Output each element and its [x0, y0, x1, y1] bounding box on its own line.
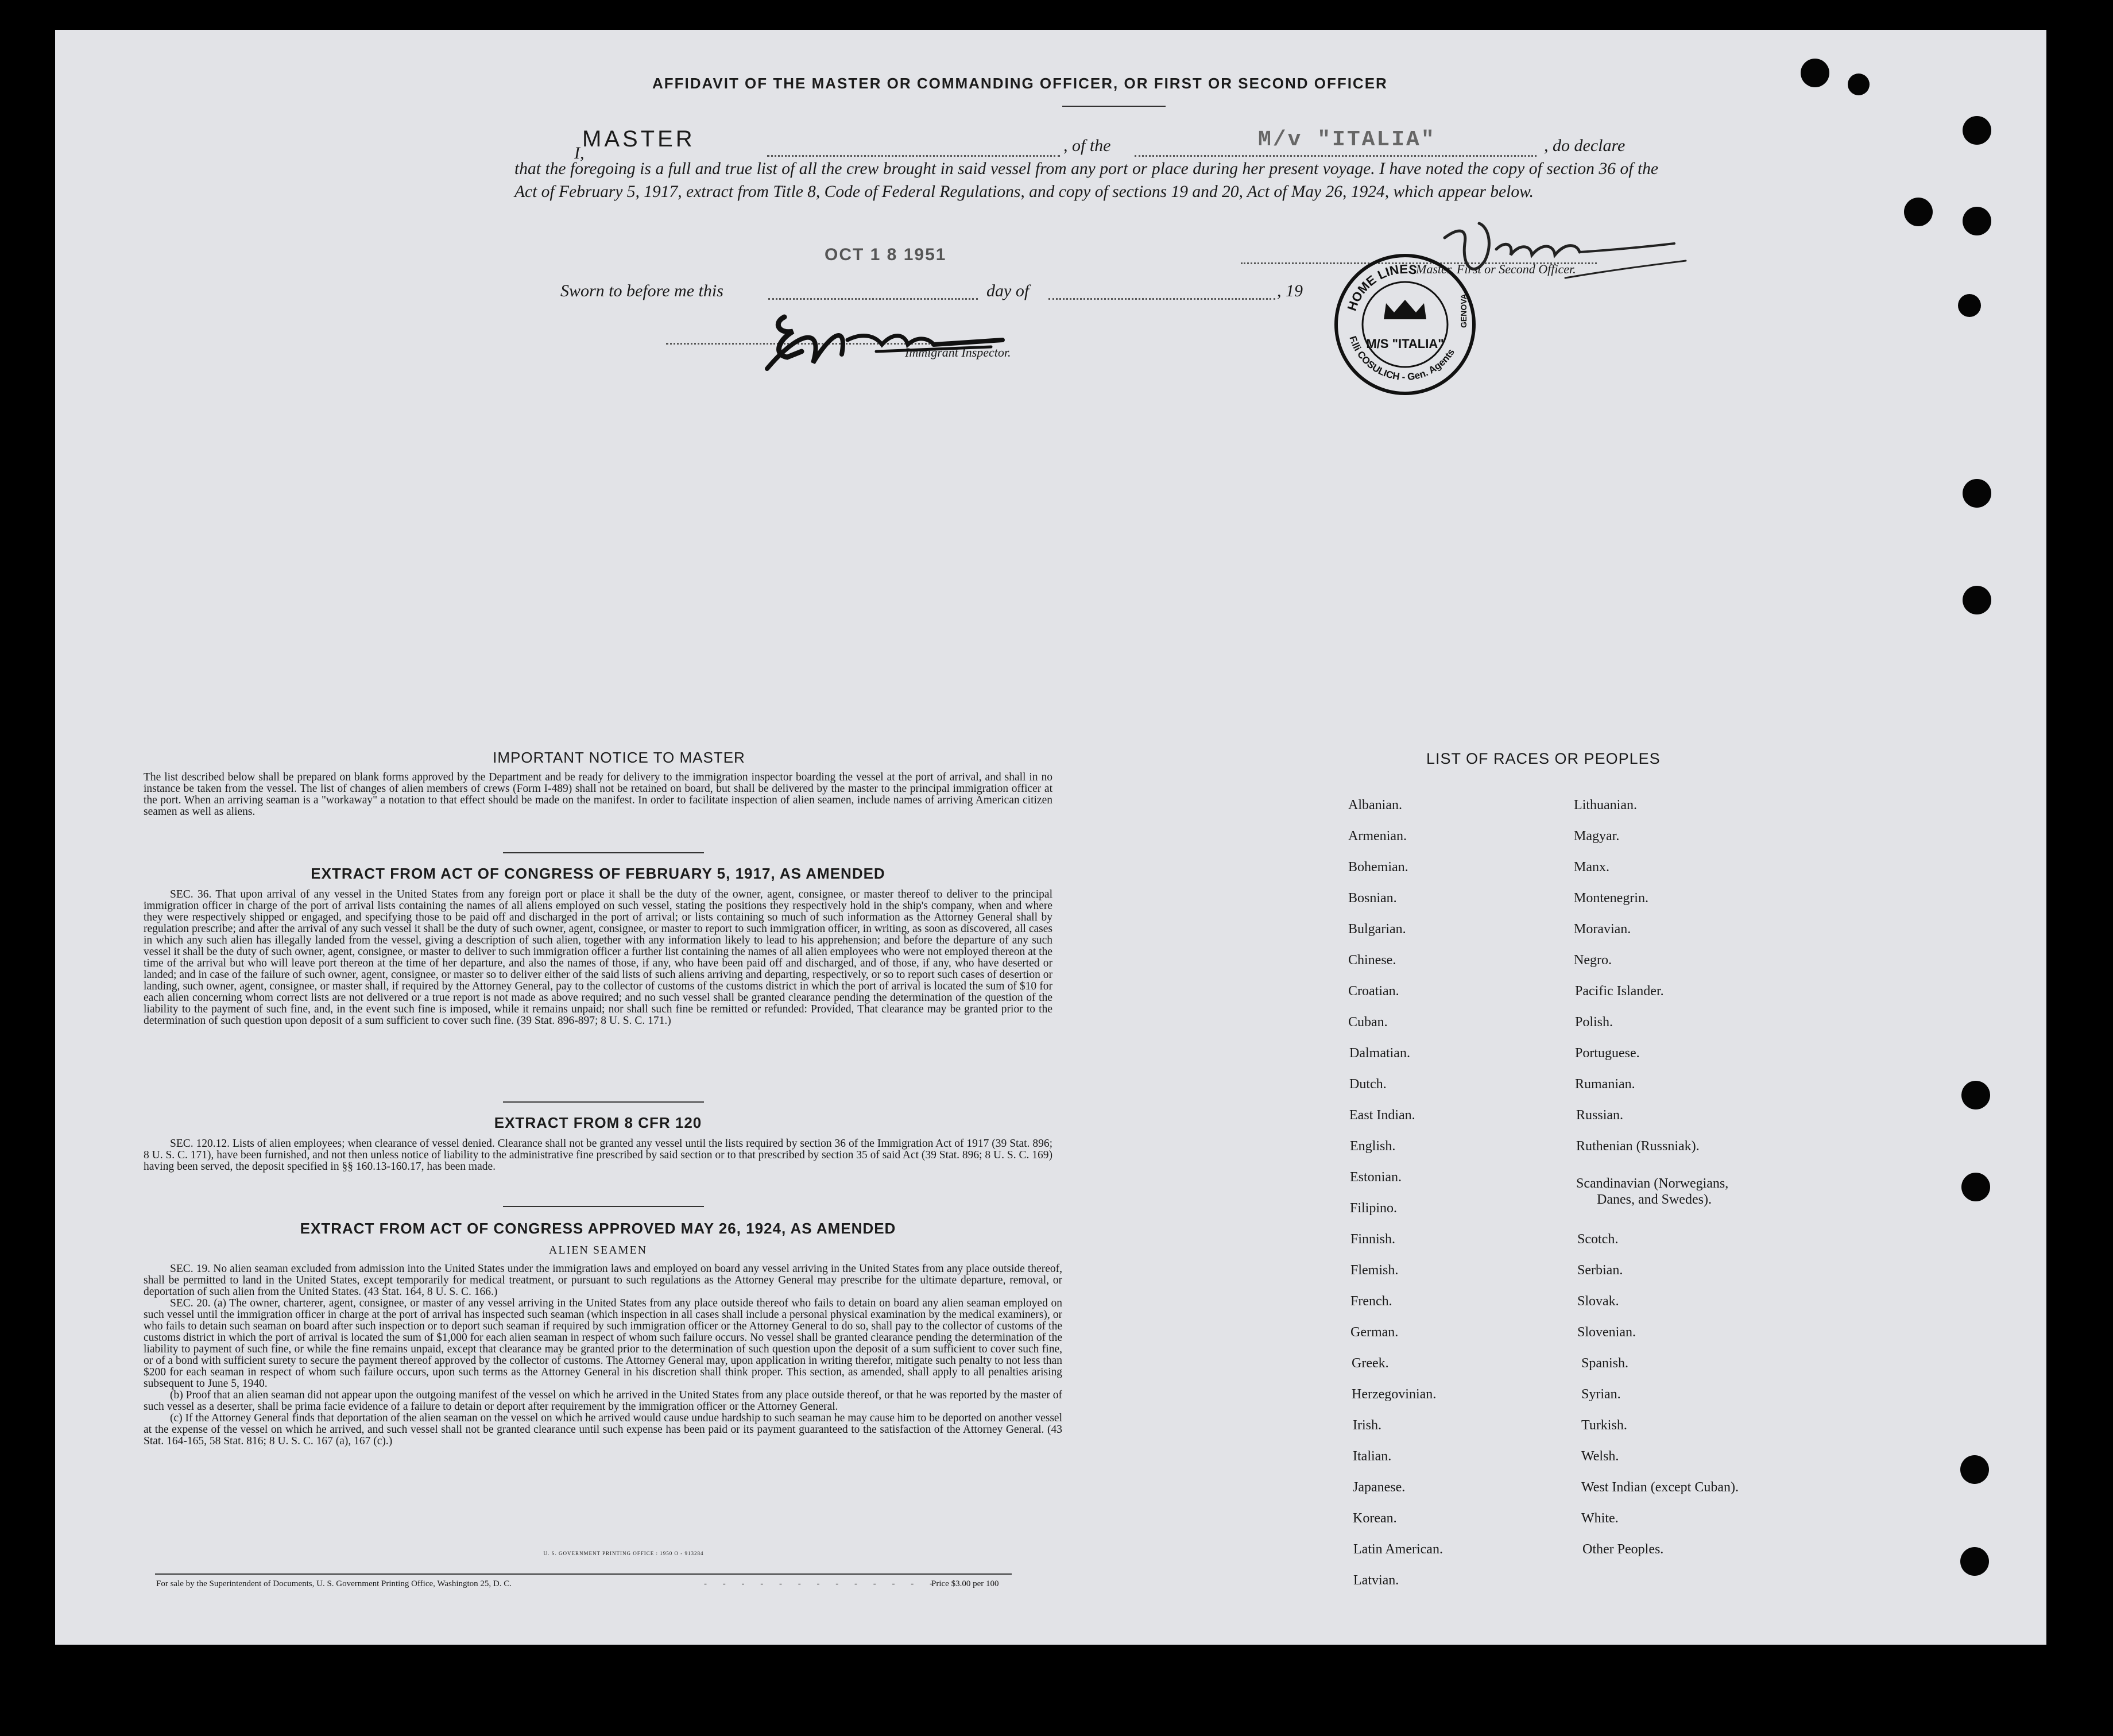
race-item: Lithuanian. — [1574, 798, 1637, 813]
seal-side-text: GENOVA — [1459, 293, 1468, 328]
extract-cfr-body: SEC. 120.12. Lists of alien employees; when clearance of vessel denied. Clearance shall not be granted any vessel until the lists required by section 36 of the Immigration Act of 1917 (39 Stat. 896; 8 U. S. C. 171), have been furnished, and not then unless notice of liability to the administrative fine prescribed by said section or to that prescribed by section 35 of said Act (39 Stat. 896; 8 U. S. C. 169) having been served, the deposit specified in §§ 160.13-160.17, has been made. — [144, 1138, 1052, 1173]
seal-top-text: HOME LINES — [1344, 261, 1418, 313]
race-item: Danes, and Swedes). — [1597, 1192, 1712, 1207]
race-item: Slovenian. — [1577, 1325, 1636, 1340]
day-of-label: day of — [986, 281, 1030, 300]
rank-line — [767, 155, 1060, 157]
race-item: Pacific Islander. — [1575, 984, 1664, 999]
race-item: Serbian. — [1577, 1263, 1623, 1278]
punch-hole — [1958, 294, 1981, 317]
punch-hole — [1961, 1173, 1990, 1201]
notice-rule — [503, 852, 704, 853]
extract-1924-body — [144, 1263, 1062, 1447]
footer-price: Price $3.00 per 100 — [931, 1579, 999, 1588]
race-item: Dalmatian. — [1349, 1046, 1410, 1061]
vessel-name: M/v "ITALIA" — [1258, 127, 1436, 152]
footer-sale-text: For sale by the Superintendent of Documents, U. S. Government Printing Office, Washington 25, D. C. — [156, 1579, 512, 1588]
race-item: Latvian. — [1353, 1573, 1399, 1588]
punch-hole — [1963, 116, 1991, 145]
race-item: Chinese. — [1348, 953, 1396, 968]
race-item: Magyar. — [1574, 829, 1620, 844]
race-item: Estonian. — [1350, 1170, 1402, 1185]
race-item: English. — [1350, 1139, 1396, 1154]
company-seal — [1331, 250, 1479, 399]
punch-hole — [1963, 586, 1991, 614]
extract-cfr-rule — [503, 1206, 704, 1207]
race-item: Scotch. — [1577, 1232, 1619, 1247]
sworn-label: Sworn to before me this — [560, 281, 723, 300]
race-item: East Indian. — [1349, 1108, 1415, 1123]
section-20a: SEC. 20. (a) The owner, charterer, agent, consignee, or master of any vessel arriving in the United States from any place outside thereof who fails to detain on board any alien seaman employed on such vessel until the immigration officer in charge at the port of arrival has inspected such seaman (which inspection in all cases shall include a personal physical examination by the medical examiners), or who fails to detain such seaman on board after such inspection or to deport such seaman if required by such immigration officer or the Attorney General to do so, shall pay to the collector of customs of the customs district in which the port of arrival is located the sum of $1,000 for each alien seaman in respect of whom such failure occurs. No vessel shall be granted clearance pending the determination of the liability to payment of such fine, or while the fine remains unpaid, except that clearance may be granted prior to the determination of such question upon the deposit of a sum sufficient to cover such fine, or of a bond with sufficient surety to secure the payment thereof approved by the collector of customs. The Attorney General may, upon application in writing therefor, mitigate such penalty to not less than $200 for each seaman in respect of whom such failure occurs, upon such terms as the Attorney General in his discretion shall think proper. This section, as amended, shall apply to all penalties arising subsequent to June 5, 1940. — [144, 1297, 1062, 1390]
punch-hole — [1904, 198, 1933, 226]
footer-dashes: - - - - - - - - - - - - - — [704, 1579, 939, 1588]
race-item: Albanian. — [1348, 798, 1402, 813]
do-declare-label: , do declare — [1544, 136, 1626, 155]
race-item: Cuban. — [1348, 1015, 1388, 1030]
inspector-signature — [761, 300, 1008, 374]
race-item: Irish. — [1353, 1418, 1381, 1433]
extract-1917-body: SEC. 36. That upon arrival of any vessel in the United States from any foreign port or place it shall be the duty of the owner, agent, consignee, or master thereof to deliver to the principal immigration officer in charge of the port of arrival lists containing the names of all aliens employed on such vessel, stating the positions they respectively hold in the ship's company, when and where they were respectively shipped or engaged, and specifying those to be paid off and discharged in the port of arrival; or lists containing so much of such information as the Attorney General shall by regulation prescribe; and after the arrival of any such vessel it shall be the duty of such owner, agent, consignee, or master to report to such immigration officer, in writing, as soon as discovered, all cases in which any such alien has illegally landed from the vessel, giving a description of such alien, together with any information likely to lead to his apprehension; and before the departure of any such vessel it shall be the duty of such owner, agent, consignee, or master to deliver to such immigration officer a further list containing the names of all alien employees who were not employed thereon at the time of the arrival but who will leave port thereon at the time of her departure, and also the names of those, if any, who have been paid off and discharged, and of those, if any, who have deserted or landed; and in case of the failure of such owner, agent, consignee, or master so to deliver either of the said lists of such aliens arriving and departing, respectively, or so to report such cases of desertion or landing, such owner, agent, consignee, or master shall, if required by the Attorney General, pay to the collector of customs of the customs district in which the port of arrival is located the sum of $10 for each alien concerning whom correct lists are not delivered or a true report is not made as above required; and no such vessel shall be granted clearance pending the determination of the question of the liability to the payment of such fine, and, in the event such fine is imposed, while it remains unpaid; nor shall such fine be remitted or refunded: Provided, That clearance may be granted prior to the determination of such question upon deposit of a sum sufficient to cover such fine. (39 Stat. 896-897; 8 U. S. C. 171.) — [144, 888, 1052, 1027]
extract-1924-subtitle: ALIEN SEAMEN — [548, 1244, 648, 1256]
race-item: West Indian (except Cuban). — [1581, 1480, 1739, 1495]
printing-office-line: U. S. GOVERNMENT PRINTING OFFICE : 1950 O - 913284 — [543, 1551, 704, 1556]
race-item: Portuguese. — [1575, 1046, 1640, 1061]
race-item: Korean. — [1353, 1511, 1397, 1526]
vessel-line — [1135, 155, 1537, 157]
extract-1917-rule — [503, 1101, 704, 1103]
race-item: Turkish. — [1581, 1418, 1627, 1433]
section-20b: (b) Proof that an alien seaman did not appear upon the outgoing manifest of the vessel on which he arrived in the United States from any place outside thereof, or that he was reported by the master of such vessel as a deserter, shall be prima facie evidence of a failure to detain or deport after requirement by the immigration officer or the Attorney General. — [144, 1389, 1062, 1413]
notice-body: The list described below shall be prepared on blank forms approved by the Department and be ready for delivery to the immigration inspector boarding the vessel at the port of arrival, and shall in no instance be taken from the vessel. The list of changes of alien members of crews (Form I-489) shall not be retained on board, but shall be delivered by the master to the principal immigration officer at the port. When an arriving seaman is a "workaway" a notation to that effect should be made on the manifest. In order to facilitate inspection of alien seamen, include names of arriving American citizen seamen as well as aliens. — [144, 771, 1052, 818]
race-item: Dutch. — [1349, 1077, 1387, 1092]
race-item: Filipino. — [1350, 1201, 1398, 1216]
race-item: Slovak. — [1577, 1294, 1619, 1309]
notice-title: IMPORTANT NOTICE TO MASTER — [493, 749, 745, 766]
race-item: French. — [1350, 1294, 1392, 1309]
punch-hole — [1963, 479, 1991, 508]
affidavit-body: that the foregoing is a full and true list of all the crew brought in said vessel from any port or place during her present voyage. I have noted the copy of section 36 of the Act of February 5, 1917, extract from Title 8, Code of Federal Regulations, and copy of sections 19 and 20, Act of May 26, 1924, which appear below. — [514, 160, 1658, 201]
race-item: Russian. — [1576, 1108, 1624, 1123]
year-prefix: , 19 — [1277, 281, 1303, 300]
document-page — [55, 30, 2046, 1645]
races-title: LIST OF RACES OR PEOPLES — [1426, 750, 1661, 767]
race-item: Negro. — [1574, 953, 1612, 968]
race-item: Ruthenian (Russniak). — [1576, 1139, 1700, 1154]
race-item: Bulgarian. — [1348, 922, 1406, 937]
punch-hole — [1801, 59, 1829, 87]
punch-hole — [1960, 1455, 1989, 1484]
punch-hole — [1960, 1547, 1989, 1576]
seal-center-text: M/S "ITALIA" — [1366, 337, 1444, 351]
race-item: Japanese. — [1353, 1480, 1406, 1495]
crown-icon — [1384, 300, 1426, 319]
punch-hole — [1961, 1081, 1990, 1109]
race-item: Finnish. — [1350, 1232, 1396, 1247]
race-item: Greek. — [1352, 1356, 1389, 1371]
extract-1917-title: EXTRACT FROM ACT OF CONGRESS OF FEBRUARY 5, 1917, AS AMENDED — [311, 865, 885, 882]
race-item: Bohemian. — [1348, 860, 1408, 875]
seal-bottom-text: F.lli COSULICH - Gen. Agents — [1347, 334, 1457, 382]
race-item: Other Peoples. — [1582, 1542, 1664, 1557]
punch-hole — [1848, 74, 1870, 95]
affidavit-rank: MASTER — [582, 126, 695, 152]
officer-caption: Master, First or Second Officer. — [1416, 262, 1576, 276]
race-item: Syrian. — [1581, 1387, 1621, 1402]
of-the-label: , of the — [1063, 136, 1111, 155]
footer-rule — [155, 1573, 1012, 1575]
section-20c: (c) If the Attorney General finds that deportation of the alien seaman on the vessel on which he arrived would cause undue hardship to such seaman he may cause him to be deported on another vessel at the expense of the vessel on which he arrived, and such vessel shall not be granted clearance until such expense has been paid or its payment guaranteed to the satisfaction of the Attorney General. (43 Stat. 164-165, 58 Stat. 816; 8 U. S. C. 167 (a), 167 (c).) — [144, 1412, 1062, 1447]
race-item: Herzegovinian. — [1352, 1387, 1437, 1402]
race-item: White. — [1581, 1511, 1619, 1526]
race-item: Scandinavian (Norwegians, — [1576, 1176, 1729, 1191]
race-item: Polish. — [1575, 1015, 1613, 1030]
section-19: SEC. 19. No alien seaman excluded from admission into the United States under the immigration laws and employed on board any vessel arriving in the United States from any place outside thereof, shall be permitted to land in the United States, except temporarily for medical treatment, or pursuant to such regulations as the Attorney General may prescribe for the ultimate departure, removal, or deportation of such alien from the United States. (43 Stat. 164, 8 U. S. C. 166.) — [144, 1263, 1062, 1298]
affidavit-title: AFFIDAVIT OF THE MASTER OR COMMANDING OFFICER, OR FIRST OR SECOND OFFICER — [652, 75, 1388, 92]
race-item: Spanish. — [1581, 1356, 1629, 1371]
race-item: Italian. — [1353, 1449, 1392, 1464]
race-item: Armenian. — [1348, 829, 1407, 844]
race-item: Latin American. — [1353, 1542, 1443, 1557]
sworn-month-line — [1048, 298, 1275, 300]
race-item: Moravian. — [1574, 922, 1631, 937]
race-item: German. — [1350, 1325, 1399, 1340]
race-item: Croatian. — [1348, 984, 1399, 999]
race-item: Welsh. — [1581, 1449, 1619, 1464]
race-item: Flemish. — [1350, 1263, 1399, 1278]
extract-cfr-title: EXTRACT FROM 8 CFR 120 — [494, 1114, 702, 1131]
affidavit-prefix: I, — [574, 144, 585, 163]
race-item: Bosnian. — [1348, 891, 1397, 906]
extract-1924-title: EXTRACT FROM ACT OF CONGRESS APPROVED MAY 26, 1924, AS AMENDED — [300, 1220, 896, 1237]
race-item: Rumanian. — [1575, 1077, 1635, 1092]
race-item: Manx. — [1574, 860, 1609, 875]
date-stamp: OCT 1 8 1951 — [825, 245, 947, 264]
inspector-caption: Immigrant Inspector. — [905, 345, 1011, 359]
punch-hole — [1963, 207, 1991, 235]
race-item: Montenegrin. — [1574, 891, 1648, 906]
affidavit-title-rule — [1062, 106, 1166, 107]
